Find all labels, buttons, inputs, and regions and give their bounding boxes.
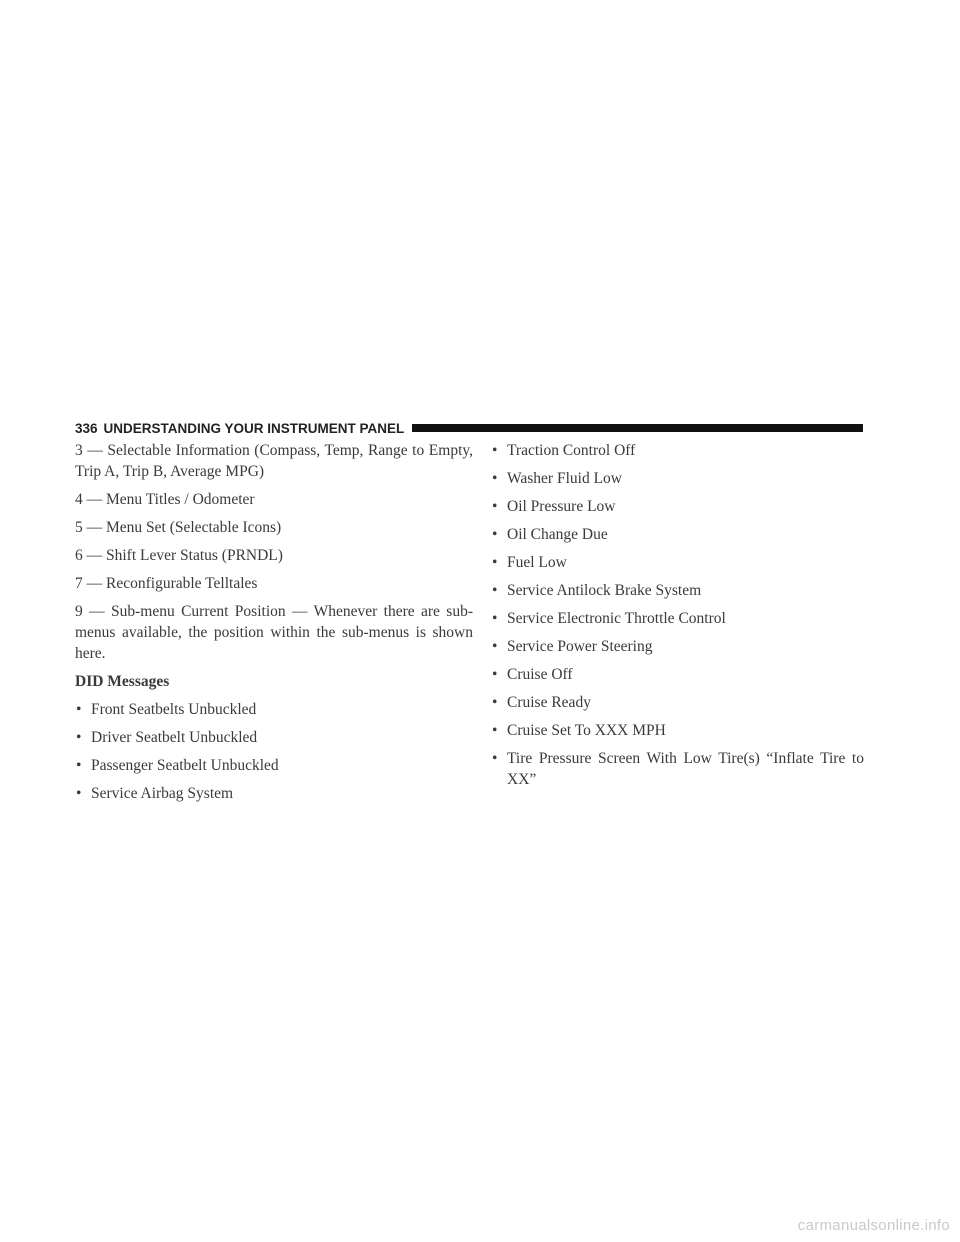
list-item-text: Driver Seatbelt Unbuckled: [91, 729, 258, 746]
list-item-text: Cruise Set To XXX MPH: [507, 722, 666, 739]
bullet-icon: •: [492, 498, 498, 515]
bullet-icon: •: [492, 442, 498, 459]
legend-item-7: 7 — Reconfigurable Telltales: [75, 575, 258, 592]
list-item: [491, 468, 864, 489]
list-item-text: Service Antilock Brake System: [507, 582, 702, 599]
list-item: [491, 720, 864, 741]
list-item-text: Fuel Low: [507, 554, 567, 571]
list-item-text: Washer Fluid Low: [507, 470, 622, 487]
list-item: [491, 552, 864, 573]
list-item: [75, 783, 473, 804]
list-item-text: Oil Change Due: [507, 526, 608, 543]
bullet-icon: •: [492, 694, 498, 711]
list-item-text: Cruise Ready: [507, 694, 591, 711]
list-item: [491, 748, 864, 790]
legend-item-6: 6 — Shift Lever Status (PRNDL): [75, 547, 283, 564]
list-item: [75, 755, 473, 776]
list-item: [491, 636, 864, 657]
list-item: [491, 664, 864, 685]
list-item-text: Traction Control Off: [507, 442, 636, 459]
bullet-icon: •: [76, 785, 82, 802]
bullet-icon: •: [492, 582, 498, 599]
bullet-icon: •: [76, 729, 82, 746]
legend-item-4: 4 — Menu Titles / Odometer: [75, 491, 255, 508]
did-messages-heading: DID Messages: [75, 673, 170, 690]
list-item-text: Oil Pressure Low: [507, 498, 616, 515]
bullet-icon: •: [492, 722, 498, 739]
page-number: 336: [75, 420, 98, 436]
bullet-icon: •: [492, 526, 498, 543]
list-item: [75, 727, 473, 748]
bullet-icon: •: [76, 757, 82, 774]
list-item: [491, 440, 864, 461]
header-rule: [412, 424, 863, 432]
bullet-icon: •: [492, 750, 498, 767]
bullet-icon: •: [492, 610, 498, 627]
list-item-text: Tire Pressure Screen With Low Tire(s) “Inflate Tire to XX”: [507, 750, 864, 788]
list-item: [75, 699, 473, 720]
legend-item-9: 9 — Sub-menu Current Position — Whenever there are sub-menus available, the position within the sub-menus is shown here.: [75, 603, 473, 662]
watermark: carmanualsonline.info: [797, 1217, 950, 1234]
list-item: [491, 524, 864, 545]
list-item: [491, 496, 864, 517]
section-title: UNDERSTANDING YOUR INSTRUMENT PANEL: [103, 420, 405, 436]
list-item-text: Service Power Steering: [507, 638, 653, 655]
list-item-text: Service Electronic Throttle Control: [507, 610, 726, 627]
list-item-text: Front Seatbelts Unbuckled: [91, 701, 257, 718]
bullet-icon: •: [492, 638, 498, 655]
list-item-text: Service Airbag System: [91, 785, 234, 802]
list-item-text: Cruise Off: [507, 666, 573, 683]
list-item: [491, 580, 864, 601]
bullet-icon: •: [492, 470, 498, 487]
left-column: [75, 440, 473, 811]
list-item: [491, 692, 864, 713]
legend-item-5: 5 — Menu Set (Selectable Icons): [75, 519, 282, 536]
right-column: [491, 440, 864, 797]
bullet-icon: •: [492, 554, 498, 571]
legend-item-3: 3 — Selectable Information (Compass, Temp, Range to Empty, Trip A, Trip B, Average MPG): [75, 442, 473, 480]
bullet-icon: •: [492, 666, 498, 683]
bullet-icon: •: [76, 701, 82, 718]
list-item: [491, 608, 864, 629]
list-item-text: Passenger Seatbelt Unbuckled: [91, 757, 279, 774]
page-header: [75, 418, 863, 438]
